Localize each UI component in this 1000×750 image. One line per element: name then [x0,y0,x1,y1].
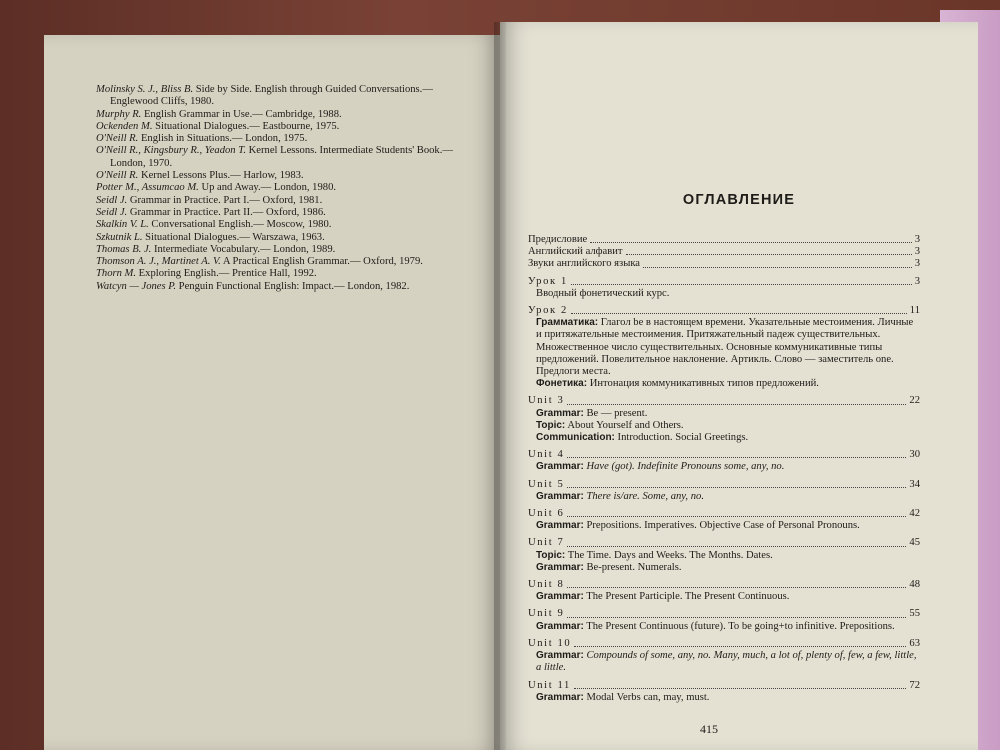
entry-text: Kernel Lessons Plus.— Harlow, 1983. [138,170,304,182]
dot-leader [590,242,911,243]
toc-entry[interactable] [528,246,920,258]
toc-keyword: Фонетика: [536,378,588,390]
toc-description-line [536,692,920,704]
toc-entry-description [528,550,920,574]
toc-description-line [536,378,920,390]
toc-description-line [536,408,920,420]
entry-text: English Grammar in Use.— Cambridge, 1988. [141,108,342,120]
toc-page-number: 48 [909,579,920,591]
toc-entry-label: Английский алфавит [528,246,623,258]
toc-entry-description [528,650,920,674]
toc-page-number: 42 [909,508,920,520]
toc-entry-description [528,288,920,300]
entry-author: O'Neill R. [96,170,139,182]
bibliography-entry [96,281,466,293]
dot-leader [571,284,912,285]
toc-entry[interactable] [528,680,920,692]
toc-keyword: Grammar: [536,561,584,573]
entry-text: Situational Dialogues.— Warszawa, 1963. [142,231,325,243]
toc-entry-description [528,461,920,473]
toc-entry[interactable] [528,234,920,246]
toc-entry-label: Unit 3 [528,395,565,407]
toc-description-line [536,317,920,378]
toc-page-number: 3 [914,275,920,287]
bibliography-entry [96,182,466,194]
toc-entry[interactable] [528,449,920,461]
toc-entry-label: Звуки английского языка [528,258,641,270]
toc-entry-label: Unit 10 [528,637,572,649]
entry-author: Seidl J. [96,206,128,218]
toc-description-line [536,591,920,603]
entry-text: Grammar in Practice. Part II.— Oxford, 1986. [127,206,326,218]
toc-title: ОГЛАВЛЕНИЕ [682,192,796,208]
toc-entry-label: Unit 9 [528,608,565,620]
toc-keyword: Grammar: [536,591,584,603]
dot-leader [571,313,907,314]
toc-keyword-text: Compounds of some, any, no. Many, much, a lot of, plenty of, few, a few, little, a little. [536,650,917,674]
entry-author: Thorn M. [96,268,137,280]
entry-text: English in Situations.— London, 1975. [138,133,308,145]
toc-description-line [536,550,920,562]
toc-keyword: Grammar: [536,490,584,502]
dot-leader [567,457,906,458]
toc-keyword-text: Be-present. Numerals. [586,561,682,573]
toc-keyword-text: Глагол be в настоящем времени. Указательные местоимения. Личные и притяжательные местоимения. Притяжательный падеж существительных. Множественное число существительных. Основные коммуникативные типы предложений. Повелительное наклонение. Артикль. Слово — заместитель one. Предлоги места. [536,317,914,378]
toc-keyword: Grammar: [536,691,584,703]
toc-page-number: 63 [909,637,920,649]
toc-description-line [536,432,920,444]
entry-text: Exploring English.— Prentice Hall, 1992. [136,268,317,280]
toc-keyword-text: About Yourself and Others. [567,419,684,431]
dot-leader [567,516,906,517]
dot-leader [567,404,906,405]
toc-keyword-text: Modal Verbs can, may, must. [586,691,710,703]
bibliography-entry [96,145,466,170]
toc-description-line [536,621,920,633]
entry-text: Penguin Functional English: Impact.— London, 1982. [176,280,410,292]
toc-entry[interactable] [528,258,920,270]
toc-keyword: Topic: [536,419,566,431]
toc-keyword: Topic: [536,549,566,561]
bibliography-entry [96,207,466,219]
bibliography-entry [96,244,466,256]
toc-page-number: 55 [909,608,920,620]
entry-author: Skalkin V. L. [96,219,149,231]
toc-entry[interactable] [528,608,920,620]
dot-leader [574,646,906,647]
entry-author: Murphy R. [96,108,142,120]
bibliography-entry [96,219,466,231]
toc-entry[interactable] [528,508,920,520]
entry-text: Intermediate Vocabulary.— London, 1989. [151,243,336,255]
bibliography-entry [96,133,466,145]
toc-page-number: 11 [909,305,920,317]
toc-entry-label: Unit 5 [528,478,565,490]
toc-page-number: 3 [914,246,920,258]
entry-author: Szkutnik L. [96,231,143,243]
entry-text: Grammar in Practice. Part I.— Oxford, 1981. [127,194,323,206]
dot-leader [643,267,912,268]
toc-page-number: 3 [914,258,920,270]
bibliography-entry [96,109,466,121]
entry-text: Conversational English.— Moscow, 1980. [148,219,332,231]
toc-page-number: 72 [909,679,920,691]
toc-keyword-text: Be — present. [586,407,648,419]
toc-keyword: Грамматика: [536,317,599,329]
toc-entry-description [528,591,920,603]
toc-entry[interactable] [528,395,920,407]
entry-author: Thomas B. J. [96,243,152,255]
toc-keyword: Grammar: [536,620,584,632]
toc-keyword: Communication: [536,432,615,444]
entry-author: O'Neill R. [96,133,139,145]
toc-description-line [536,650,920,674]
toc-keyword-text: The Present Continuous (future). To be going+to infinitive. Prepositions. [586,620,895,632]
toc-entry-label: Урок 1 [528,275,568,287]
toc-description-line [536,520,920,532]
bibliography-entry [96,232,466,244]
entry-author: Ockenden M. [96,120,153,132]
toc-entry-label: Unit 11 [528,679,571,691]
toc-description-line [536,491,920,503]
toc-entry-description [528,491,920,503]
toc-entry[interactable] [528,276,920,288]
entry-text: A Practical English Grammar.— Oxford, 1979. [220,256,423,268]
toc-entry-label: Unit 6 [528,508,565,520]
dot-leader [567,617,906,618]
toc-page-number: 30 [909,449,920,461]
bibliography-entry [96,84,466,109]
toc-entry-label: Предисловие [528,234,588,245]
toc-keyword-text: The Time. Days and Weeks. The Months. Dates. [567,549,773,561]
toc-entry[interactable] [528,305,920,317]
toc-entry-label: Unit 7 [528,537,565,549]
toc-page-number: 45 [909,537,920,549]
dot-leader [567,587,906,588]
entry-author: Watcyn — Jones P. [96,280,177,292]
book-gutter [494,22,506,750]
toc-entry[interactable] [528,579,920,591]
entry-text: Kernel Lessons. Intermediate Students' Book.— London, 1970. [110,145,453,169]
entry-author: O'Neill R., Kingsbury R., Yeadon T. [96,145,246,157]
toc-entry-label: Unit 4 [528,449,565,461]
toc-description-line [536,461,920,473]
toc-keyword: Grammar: [536,650,584,662]
page-number: 415 [700,722,718,736]
toc-entry-description [528,408,920,445]
toc-keyword: Grammar: [536,407,584,419]
toc-page-number: 22 [909,395,920,407]
bibliography-entry [96,195,466,207]
toc-page-number: 34 [909,478,920,490]
toc-entry-description [528,317,920,390]
toc-keyword: Grammar: [536,461,584,473]
entry-text: Up and Away.— London, 1980. [198,182,337,194]
toc-entry-label: Урок 2 [528,305,568,317]
toc-entry[interactable] [528,479,920,491]
toc-keyword-text: Introduction. Social Greetings. [617,432,749,444]
bibliography-entry [96,121,466,133]
bibliography-list [96,84,466,293]
toc-entry-label: Unit 8 [528,579,565,591]
toc-keyword-text: Интонация коммуникативных типов предложений. [589,378,819,390]
dot-leader [567,546,906,547]
toc-keyword-text: The Present Participle. The Present Continuous. [586,591,790,603]
toc-keyword: Grammar: [536,520,584,532]
toc-entry[interactable] [528,537,920,549]
table-of-contents [528,234,920,704]
entry-author: Seidl J. [96,194,128,206]
bibliography-entry [96,268,466,280]
toc-entry-description [528,621,920,633]
toc-keyword-text: There is/are. Some, any, no. [586,490,704,502]
toc-keyword-text: Have (got). Indefinite Pronouns some, any, no. [586,461,785,473]
toc-description-line [536,420,920,432]
bibliography-entry [96,170,466,182]
entry-text: Side by Side. English through Guided Conversations.— Englewood Cliffs, 1980. [110,84,433,108]
entry-text: Situational Dialogues.— Eastbourne, 1975. [152,120,340,132]
toc-keyword-text: Prepositions. Imperatives. Objective Case of Personal Pronouns. [586,520,860,532]
toc-entry[interactable] [528,638,920,650]
entry-author: Molinsky S. J., Bliss B. [96,84,194,95]
toc-entry-description [528,520,920,532]
toc-description-line: Вводный фонетический курс. [536,287,670,299]
dot-leader [567,487,906,488]
bibliography-entry [96,256,466,268]
dot-leader [626,254,912,255]
toc-page-number: 3 [914,234,920,245]
toc-description-line [536,562,920,574]
entry-author: Thomson A. J., Martinet A. V. [96,256,221,268]
dot-leader [574,688,907,689]
toc-entry-description [528,692,920,704]
entry-author: Potter M., Assumcao M. [96,182,199,194]
